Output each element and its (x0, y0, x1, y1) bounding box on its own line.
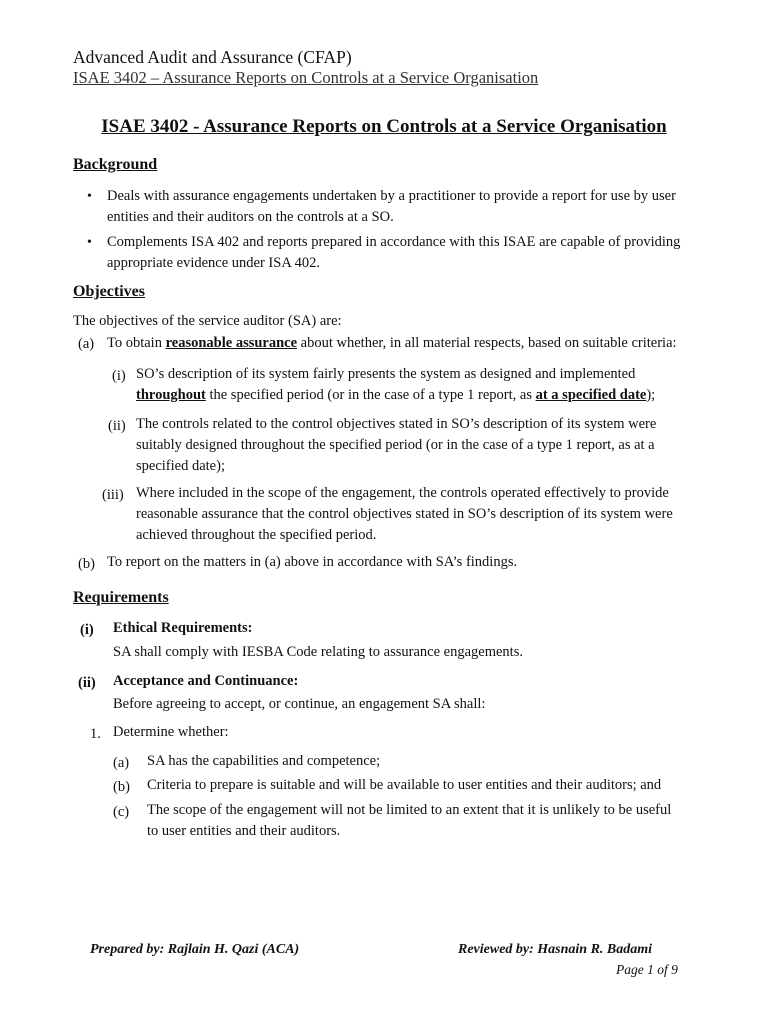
numbered-item-1-text: Determine whether: (113, 724, 229, 740)
requirement-ii-title: Acceptance and Continuance: (113, 673, 299, 689)
section-heading-objectives: Objectives (73, 283, 145, 300)
objective-iii-label: (iii) (102, 487, 124, 503)
header-topic: ISAE 3402 – Assurance Reports on Controls at a Service Organisation (73, 68, 539, 87)
bullet-icon: • (87, 235, 92, 250)
sub-item-a-text: SA has the capabilities and competence; (147, 753, 381, 769)
background-bullet-2-line2: appropriate evidence under ISA 402. (107, 255, 320, 271)
page-title: ISAE 3402 - Assurance Reports on Controls at a Service Organisation (101, 116, 667, 137)
objective-b-label: (b) (78, 556, 95, 572)
sub-item-c-line2: to user entities and their auditors. (147, 823, 341, 839)
bullet-icon: • (87, 189, 92, 204)
header-course: Advanced Audit and Assurance (CFAP) (73, 47, 352, 67)
objective-ii-line1: The controls related to the control objectives stated in SO’s description of its system were (136, 416, 657, 432)
background-bullet-1-line2: entities and their auditors on the controls at a SO. (107, 209, 394, 225)
objective-i-line2: throughout the specified period (or in the case of a type 1 report, as at a specified date); (136, 387, 656, 403)
objective-ii-line3: specified date); (136, 458, 225, 474)
objective-i-line1: SO’s description of its system fairly presents the system as designed and implemented (136, 366, 636, 382)
objective-b-text: To report on the matters in (a) above in accordance with SA’s findings. (107, 554, 518, 570)
background-bullet-1-line1: Deals with assurance engagements undertaken by a practitioner to provide a report for use by user (107, 188, 676, 204)
objective-iii-line3: achieved throughout the specified period. (136, 527, 377, 543)
numbered-item-1-label: 1. (90, 726, 101, 742)
section-heading-background: Background (73, 156, 158, 173)
requirement-ii-label: (ii) (78, 675, 96, 691)
requirement-ii-text: Before agreeing to accept, or continue, an engagement SA shall: (113, 696, 486, 712)
objective-a-label: (a) (78, 336, 95, 352)
objective-ii-line2: suitably designed throughout the specified period (or in the case of a type 1 report, as at a (136, 437, 655, 453)
requirement-i-text: SA shall comply with IESBA Code relating to assurance engagements. (113, 644, 523, 660)
objective-a-text: To obtain reasonable assurance about whether, in all material respects, based on suitable criteria: (107, 335, 677, 351)
sub-item-c-line1: The scope of the engagement will not be limited to an extent that it is unlikely to be useful (147, 802, 672, 818)
objectives-intro: The objectives of the service auditor (SA) are: (73, 313, 342, 329)
requirement-i-label: (i) (80, 622, 94, 638)
footer-page-number: Page 1 of 9 (616, 962, 678, 977)
objective-iii-line1: Where included in the scope of the engagement, the controls operated effectively to provide (136, 485, 669, 501)
objective-i-label: (i) (112, 368, 126, 384)
sub-item-b-text: Criteria to prepare is suitable and will be available to user entities and their auditors; and (147, 777, 662, 793)
objective-iii-line2: reasonable assurance that the control objectives stated in SO’s description of its system were (136, 506, 673, 522)
section-heading-requirements: Requirements (73, 589, 169, 606)
sub-item-c-label: (c) (113, 804, 130, 820)
footer-prepared-by: Prepared by: Rajlain H. Qazi (ACA) (90, 942, 300, 957)
background-bullet-2-line1: Complements ISA 402 and reports prepared in accordance with this ISAE are capable of providing (107, 234, 681, 250)
sub-item-b-label: (b) (113, 779, 130, 795)
footer-reviewed-by: Reviewed by: Hasnain R. Badami (458, 942, 653, 957)
requirement-i-title: Ethical Requirements: (113, 620, 253, 636)
sub-item-a-label: (a) (113, 755, 130, 771)
objective-ii-label: (ii) (108, 418, 126, 434)
